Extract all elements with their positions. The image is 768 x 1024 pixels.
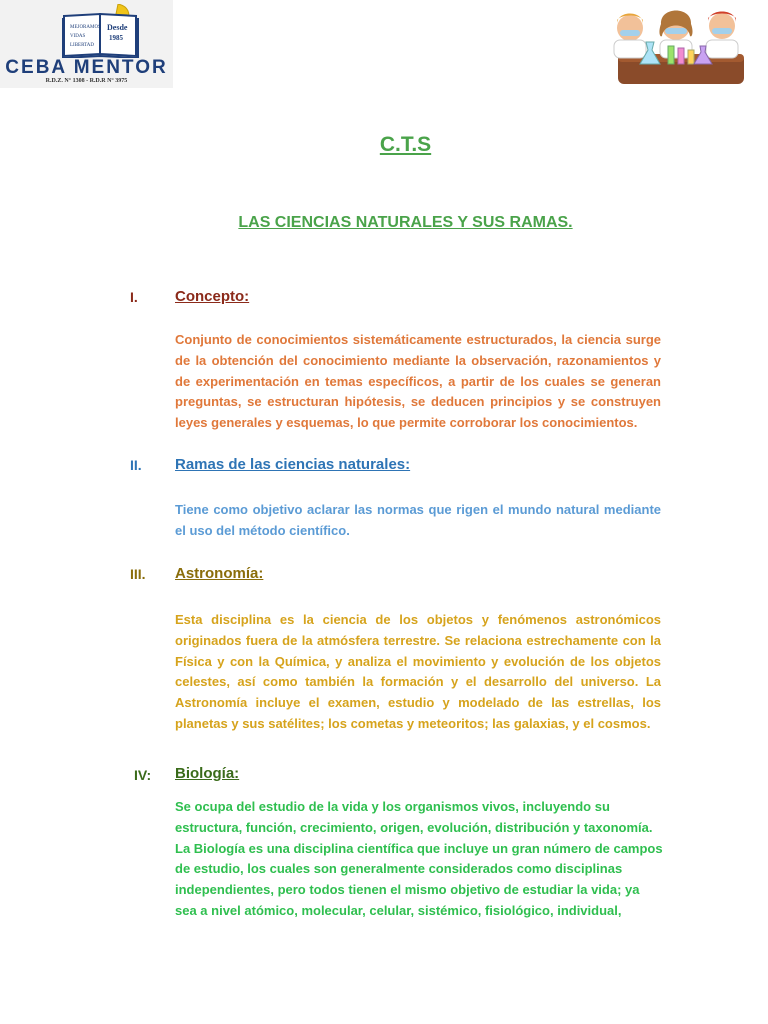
kids-scientists-illustration xyxy=(602,2,750,90)
book-text-3: LIBERTAD xyxy=(70,43,95,48)
paragraph-line: Esta disciplina es la ciencia de los objetos y fenómenos astronómicos xyxy=(175,612,661,627)
page-title: C.T.S xyxy=(379,133,432,156)
paragraph-line: Conjunto de conocimientos sistemáticamente estructurados, la ciencia surge xyxy=(175,332,661,347)
since-year: 1985 xyxy=(109,34,123,42)
paragraph-line: de estudio, los cuales son generalmente considerados como disciplinas xyxy=(175,861,623,877)
section-paragraph-astronomia xyxy=(175,610,661,735)
since-label: Desde xyxy=(107,23,128,32)
section-number-1: I. xyxy=(130,289,138,305)
paragraph-line: celestes, así como también la formación y el desarrollo del universo. La xyxy=(175,674,661,690)
paragraph-line: Astronomía incluye el examen, estudio y modelado de las estrellas, los xyxy=(175,695,661,711)
paragraph-line: independientes, pero todos tienen el mismo objetivo de estudiar la vida; ya xyxy=(175,882,640,898)
section-heading-astronomia: Astronomía: xyxy=(175,565,264,582)
book-text-1: MEJORAMOS xyxy=(70,25,101,30)
section-number-3: III. xyxy=(130,566,146,582)
section-heading-ramas: Ramas de las ciencias naturales: xyxy=(175,456,411,473)
logo-name: CEBA MENTOR xyxy=(5,57,168,78)
section-heading-biologia: Biología: xyxy=(175,765,240,782)
paragraph-line: Se ocupa del estudio de la vida y los organismos vivos, incluyendo su xyxy=(175,799,610,814)
paragraph-line: preguntas, se estructuran hipótesis, se deducen principios y se construyen xyxy=(175,394,661,410)
book-text-2: VIDAS xyxy=(70,34,86,39)
section-paragraph-concepto xyxy=(175,330,661,434)
paragraph-line: Tiene como objetivo aclarar las normas que rigen el mundo natural mediante xyxy=(175,502,661,517)
section-number-4: IV: xyxy=(134,767,152,783)
paragraph-line: La Biología es una disciplina científica que incluye un gran número de campos xyxy=(175,840,663,856)
section-heading-concepto: Concepto: xyxy=(175,288,250,305)
paragraph-line: Física y con la Química, y analiza el movimiento y evolución de los objetos xyxy=(175,653,661,669)
page-subtitle: LAS CIENCIAS NATURALES Y SUS RAMAS. xyxy=(238,214,573,231)
paragraph-line: de experimentación en temas específicos, a partir de los cuales se generan xyxy=(175,373,661,389)
paragraph-line: de la obtención del conocimiento mediante la observación, razonamientos y xyxy=(175,352,661,368)
paragraph-line: originados fuera de la atmósfera terrestre. Se relaciona estrechamente con la xyxy=(175,632,661,648)
logo-registry: R.D.Z. N° 1308 - R.D.R N° 3975 xyxy=(45,78,128,84)
paragraph-line: estructura, función, crecimiento, origen, evolución, distribución y taxonomía. xyxy=(175,819,653,835)
book-quill-icon xyxy=(62,4,142,58)
paragraph-line: sea a nivel atómico, molecular, celular, sistémico, fisiológico, individual, xyxy=(175,902,622,918)
paragraph-line: leyes generales y esquemas, lo que permite corroborar los conocimientos. xyxy=(175,415,638,431)
paragraph-line: planetas y sus satélites; los cometas y meteoritos; las galaxias, y el cosmos. xyxy=(175,715,651,731)
section-number-2: II. xyxy=(130,457,142,473)
section-paragraph-biologia xyxy=(175,797,661,922)
section-paragraph-ramas xyxy=(175,500,661,542)
paragraph-line: el uso del método científico. xyxy=(175,522,350,538)
ceba-mentor-logo xyxy=(0,0,173,88)
